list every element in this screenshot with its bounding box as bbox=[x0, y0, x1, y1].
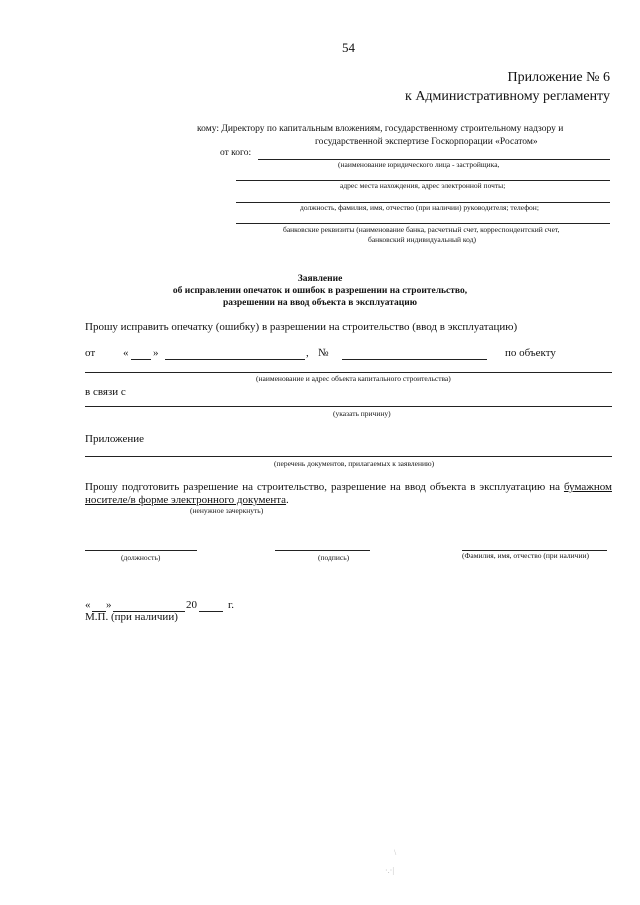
reason-caption: (указать причину) bbox=[333, 409, 391, 418]
date-quote-open: « bbox=[85, 599, 91, 611]
from-caption-3: должность, фамилия, имя, отчество (при наличии) руководителя; телефон; bbox=[300, 203, 539, 212]
from-line-4[interactable] bbox=[236, 223, 610, 224]
date-year-prefix: 20 bbox=[186, 599, 197, 611]
permit-number-field[interactable] bbox=[342, 359, 487, 360]
object-label: по объекту bbox=[505, 347, 556, 359]
appendix-line1: Приложение № 6 bbox=[507, 70, 610, 85]
prepare-caption: (ненужное зачеркнуть) bbox=[190, 506, 264, 515]
quote-close: » bbox=[153, 347, 159, 359]
from-caption-4a: банковские реквизиты (наименование банка, расчетный счет, корреспондентский счет, bbox=[283, 225, 560, 234]
object-field[interactable] bbox=[85, 372, 612, 373]
date-quote-close: » bbox=[106, 599, 112, 611]
date-year-field[interactable] bbox=[199, 611, 223, 612]
number-label: № bbox=[318, 347, 329, 359]
attachment-label: Приложение bbox=[85, 433, 145, 445]
scan-mark-1: \ bbox=[394, 848, 397, 857]
prepare-option-paper[interactable]: бумажном bbox=[563, 481, 612, 493]
date-year-suffix: г. bbox=[228, 599, 235, 611]
quote-open: « bbox=[123, 347, 129, 359]
signature-field[interactable] bbox=[275, 550, 370, 551]
addressee-line1: кому: Директору по капитальным вложениям, государственному строительному надзору и bbox=[197, 124, 564, 134]
from-label: от кого: bbox=[220, 148, 252, 158]
comma: , bbox=[306, 347, 309, 359]
addressee-line2: государственной экспертизе Госкорпорации «Росатом» bbox=[315, 137, 538, 147]
attachment-caption: (перечень документов, прилагаемых к заявлению) bbox=[274, 459, 435, 468]
page-number: 54 bbox=[342, 40, 355, 55]
stamp-label: М.П. (при наличии) bbox=[85, 611, 178, 623]
doc-title-1: Заявление bbox=[297, 274, 343, 284]
appendix-line2: к Административному регламенту bbox=[405, 89, 610, 104]
name-caption: (Фамилия, имя, отчество (при наличии) bbox=[462, 551, 589, 560]
prepare-end: . bbox=[286, 494, 289, 506]
doc-title-2: об исправлении опечаток и ошибок в разрешении на строительство, bbox=[172, 286, 468, 296]
from-caption-1: (наименование юридического лица - застройщика, bbox=[338, 160, 500, 169]
position-caption: (должность) bbox=[121, 553, 161, 562]
object-caption: (наименование и адрес объекта капитального строительства) bbox=[256, 374, 451, 383]
prepare-option-electronic[interactable]: носителе/в форме электронного документа bbox=[85, 494, 287, 506]
day-field[interactable] bbox=[131, 359, 151, 360]
attachment-field[interactable] bbox=[85, 456, 612, 457]
reason-field[interactable] bbox=[85, 406, 612, 407]
month-year-field[interactable] bbox=[165, 359, 305, 360]
reason-label: в связи с bbox=[85, 386, 126, 398]
from-caption-2: адрес места нахождения, адрес электронной почты; bbox=[340, 181, 506, 190]
position-field[interactable] bbox=[85, 550, 197, 551]
prepare-main: Прошу подготовить разрешение на строительство, разрешение на ввод объекта в эксплуатацию на bbox=[85, 481, 560, 493]
from-caption-4b: банковский индивидуальный код) bbox=[368, 235, 477, 244]
signature-caption: (подпись) bbox=[318, 553, 350, 562]
prepare-text bbox=[85, 481, 612, 507]
request-text: Прошу исправить опечатку (ошибку) в разрешении на строительство (ввод в эксплуатацию) bbox=[85, 321, 518, 333]
from-date-label: от bbox=[85, 347, 96, 359]
scan-mark-2: ·.·| bbox=[385, 866, 394, 875]
doc-title-3: разрешении на ввод объекта в эксплуатацию bbox=[223, 298, 417, 308]
